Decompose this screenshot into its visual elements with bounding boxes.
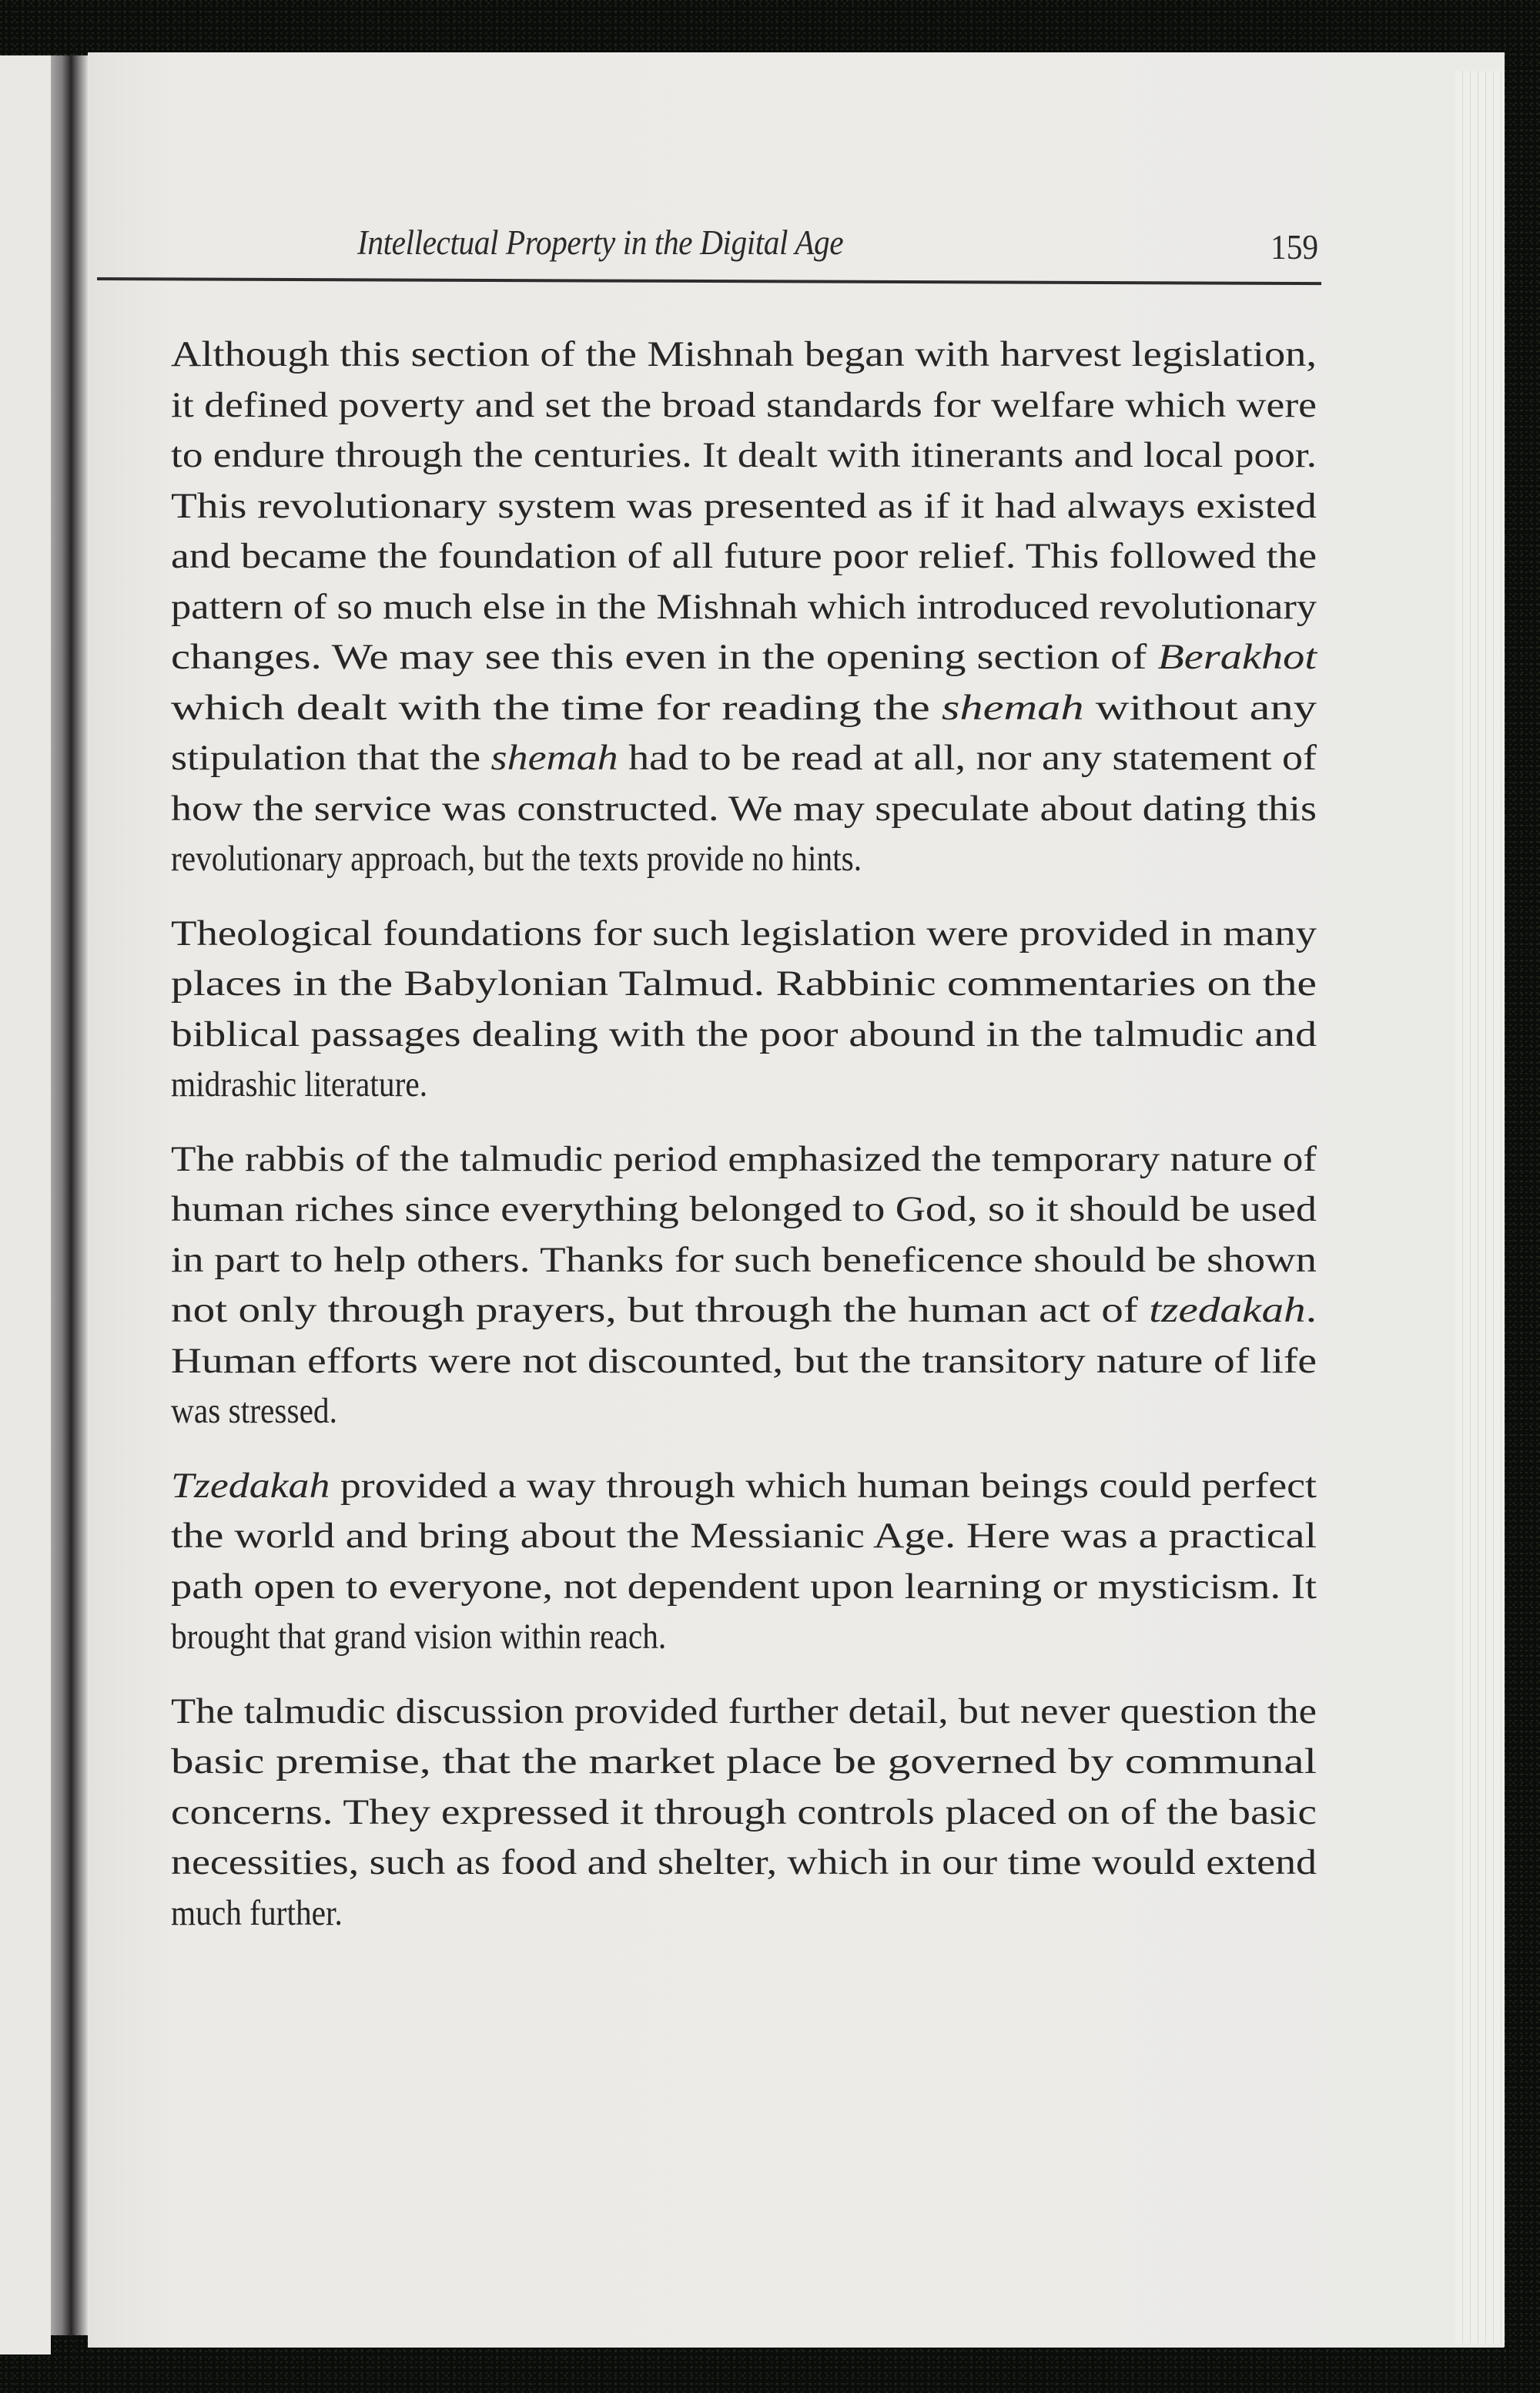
page-number: 159 xyxy=(1270,228,1319,266)
text-run: path open to everyone, not dependent upon learning or mysticism. It xyxy=(171,1566,1317,1607)
running-title: Intellectual Property in the Digital Age xyxy=(357,223,844,262)
text-line xyxy=(171,1737,1317,1788)
text-line xyxy=(171,1511,1317,1562)
text-line xyxy=(171,1461,1317,1512)
page-edges-stack xyxy=(1455,71,1505,2343)
text-line xyxy=(171,582,1317,633)
text-run: without any xyxy=(1083,687,1317,728)
text-run: pattern of so much else in the Mishnah which introduced revolutionary xyxy=(171,586,1317,627)
text-line xyxy=(171,1285,1317,1336)
text-line xyxy=(171,1687,1317,1738)
text-run: stipulation that the xyxy=(171,738,491,778)
text-line xyxy=(171,1612,1317,1663)
paragraph xyxy=(171,909,1317,1111)
text-line xyxy=(171,733,1317,784)
text-run: Human efforts were not discounted, but the transitory nature of life xyxy=(171,1340,1317,1381)
text-line xyxy=(171,909,1317,960)
text-run: concerns. They expressed it through controls placed on of the basic xyxy=(171,1791,1317,1832)
text-line xyxy=(171,380,1317,431)
text-line xyxy=(171,834,1317,885)
text-run: Although this section of the Mishnah began with harvest legislation, xyxy=(171,334,1317,374)
text-run: the world and bring about the Messianic Age. Here was a practical xyxy=(171,1516,1317,1556)
text-line xyxy=(171,1838,1317,1889)
text-run: was stressed. xyxy=(171,1391,337,1431)
text-line xyxy=(171,1010,1317,1061)
text-run: changes. We may see this even in the opening section of xyxy=(171,637,1158,677)
italic-term: shemah xyxy=(941,687,1084,728)
italic-term: Berakhot xyxy=(1157,637,1317,677)
text-line xyxy=(171,481,1317,532)
text-run: it defined poverty and set the broad standards for welfare which were xyxy=(171,384,1317,425)
text-run: biblical passages dealing with the poor abound in the talmudic and xyxy=(171,1014,1317,1054)
text-run: midrashic literature. xyxy=(171,1064,428,1104)
running-header xyxy=(97,189,1329,266)
body-text xyxy=(171,330,1317,1962)
text-line xyxy=(171,330,1317,380)
text-line xyxy=(171,1889,1317,1939)
paragraph xyxy=(171,1687,1317,1939)
paragraph xyxy=(171,1134,1317,1437)
text-run: in part to help others. Thanks for such beneficence should be shown xyxy=(171,1239,1317,1280)
text-line xyxy=(171,1788,1317,1838)
text-line xyxy=(171,1185,1317,1235)
text-line xyxy=(171,1336,1317,1387)
text-run: places in the Babylonian Talmud. Rabbinic commentaries on the xyxy=(171,964,1317,1004)
text-run: and became the foundation of all future poor relief. This followed the xyxy=(171,536,1317,576)
text-line xyxy=(171,431,1317,481)
text-run: not only through prayers, but through the human act of xyxy=(171,1290,1150,1330)
text-run: human riches since everything belonged to God, so it should be used xyxy=(171,1189,1317,1229)
text-run: to endure through the centuries. It dealt with itinerants and local poor. xyxy=(171,435,1317,475)
text-line xyxy=(171,784,1317,835)
text-run: had to be read at all, nor any statement of xyxy=(618,738,1317,778)
text-run: provided a way through which human beings could perfect xyxy=(330,1465,1317,1506)
facing-page-edge xyxy=(0,55,51,2354)
text-run: which dealt with the time for reading the xyxy=(171,687,942,728)
text-line xyxy=(171,959,1317,1010)
paragraph xyxy=(171,330,1317,885)
text-run: brought that grand vision within reach. xyxy=(171,1617,667,1657)
text-run: The talmudic discussion provided further detail, but never question the xyxy=(171,1691,1317,1731)
text-line xyxy=(171,1134,1317,1185)
text-run: The rabbis of the talmudic period emphasized the temporary nature of xyxy=(171,1138,1317,1179)
italic-term: shemah xyxy=(490,738,618,778)
book-spine-gutter xyxy=(51,55,88,2335)
text-run: This revolutionary system was presented as if it had always existed xyxy=(171,485,1317,526)
text-run: revolutionary approach, but the texts provide no hints. xyxy=(171,839,862,879)
text-line xyxy=(171,1386,1317,1437)
text-line xyxy=(171,683,1317,734)
text-run: how the service was constructed. We may speculate about dating this xyxy=(171,788,1317,829)
text-line xyxy=(171,1235,1317,1286)
italic-term: Tzedakah xyxy=(171,1465,330,1506)
text-line xyxy=(171,1060,1317,1111)
text-run: much further. xyxy=(171,1892,343,1933)
italic-term: tzedakah xyxy=(1149,1290,1306,1330)
text-run: Theological foundations for such legislation were provided in many xyxy=(171,913,1317,954)
text-line xyxy=(171,632,1317,683)
paragraph xyxy=(171,1461,1317,1663)
text-run: necessities, such as food and shelter, which in our time would extend xyxy=(171,1842,1317,1882)
text-line xyxy=(171,531,1317,582)
text-line xyxy=(171,1562,1317,1613)
text-run: basic premise, that the market place be governed by communal xyxy=(171,1741,1317,1781)
text-run: . xyxy=(1305,1290,1317,1330)
